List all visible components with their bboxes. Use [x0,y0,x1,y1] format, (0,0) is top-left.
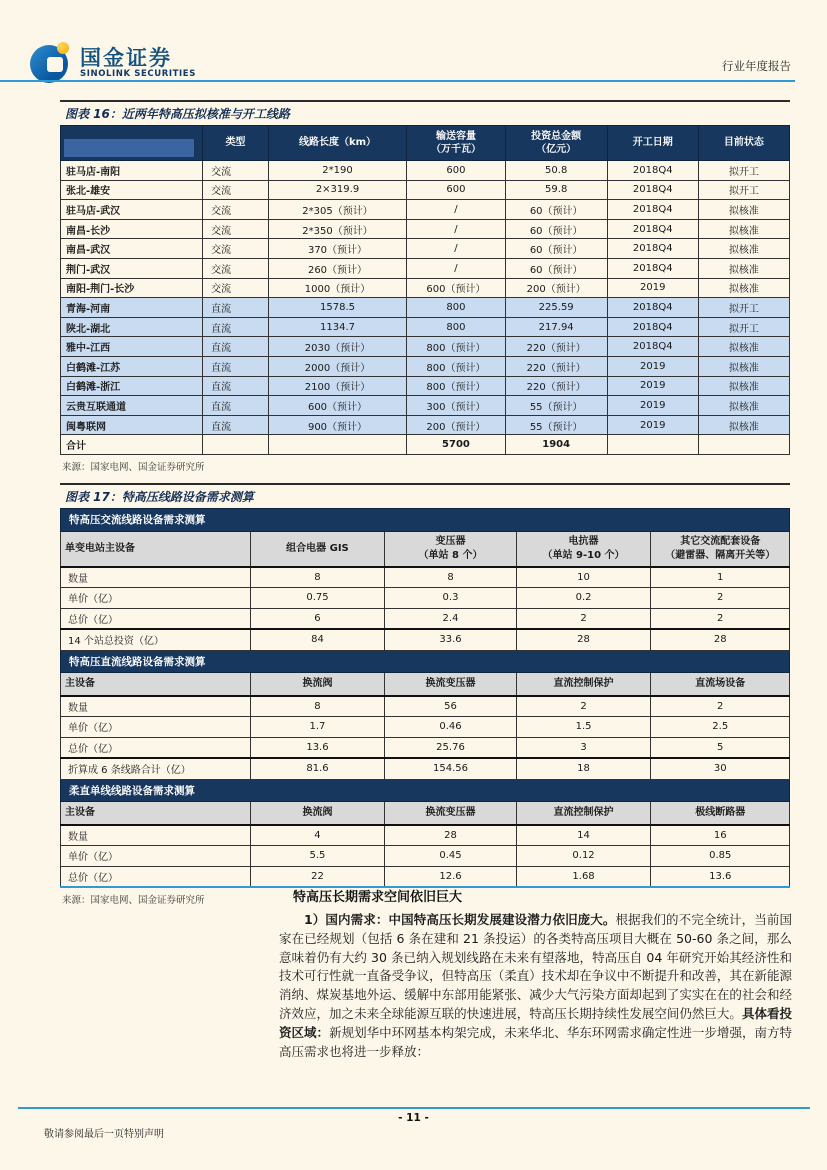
fig17-cell: 8 [385,567,516,588]
fig16-cell: 南昌-长沙 [61,219,203,239]
fig16-cell: 拟开工 [698,317,789,337]
fig16-cell: 2×319.9 [268,180,407,200]
fig17-col-header: 主设备 [61,802,251,825]
fig17-cell: 56 [385,696,516,717]
fig16-cell: 交流 [203,278,269,298]
fig16-cell: 2000（预计） [268,356,407,376]
fig16-cell: 交流 [203,200,269,220]
fig16-line-row [61,219,790,239]
fig17-cell: 0.2 [516,588,651,609]
fig16-line-row [61,396,790,416]
fig17-cell: 2.4 [385,608,516,629]
fig16-cell [203,435,269,455]
fig16-cell: 2018Q4 [607,161,698,181]
fig17-cell: 4 [250,825,385,846]
fig16-cell: 直流 [203,396,269,416]
fig17-row-label: 数量 [61,567,251,588]
fig16-cell [698,435,789,455]
fig17-section-bar-row [61,779,790,802]
body-paragraph [279,911,792,1061]
logo-orange-dot [57,42,69,54]
fig16-cell: 55（预计） [505,415,607,435]
fig16-cell: 驻马店-武汉 [61,200,203,220]
fig16-cell: 拟核准 [698,356,789,376]
fig17-row-label: 数量 [61,696,251,717]
fig16-cell: 220（预计） [505,376,607,396]
fig16-cell: 拟核准 [698,200,789,220]
fig17-cell: 154.56 [385,758,516,779]
fig16-cell: 217.94 [505,317,607,337]
fig17-cell: 1.68 [516,866,651,887]
fig16-col-header [61,126,203,161]
paragraph-bold-mid: 具体看投资区域： [279,1005,792,1040]
fig17-cell: 30 [651,758,790,779]
fig16-cell: 青海-河南 [61,298,203,318]
fig17-cell: 5.5 [250,846,385,867]
fig17-cell: 18 [516,758,651,779]
fig16-cell: 600 [407,161,505,181]
figure-16-title: 图表 16：近两年特高压拟核准与开工线路 [60,100,790,125]
fig17-col-header: 极线断路器 [651,802,790,825]
fig16-cell: 直流 [203,356,269,376]
fig16-line-row [61,356,790,376]
fig16-cell: 直流 [203,317,269,337]
logo-notch-shape [47,57,63,72]
paragraph-text-2: 新规划华中环网基本构架完成，未来华北、华东环网需求确定性进一步增强，南方特高压需求也将进一步释放： [279,1024,792,1059]
fig16-cell: 交流 [203,161,269,181]
brand-name-cn: 国金证券 [80,45,172,70]
fig17-cell: 0.46 [385,717,516,738]
fig17-cell: 1.5 [516,717,651,738]
fig17-cell: 28 [516,629,651,650]
fig16-cell: 5700 [407,435,505,455]
fig17-row-label: 14 个站总投资（亿） [61,629,251,650]
fig16-cell: 600（预计） [407,278,505,298]
fig16-cell: / [407,219,505,239]
fig16-cell: 合计 [61,435,203,455]
fig16-col-header: 输送容量 （万千瓦） [407,126,505,161]
fig16-cell: 2018Q4 [607,337,698,357]
fig17-cell: 0.3 [385,588,516,609]
fig16-col-header: 投资总金额 （亿元） [505,126,607,161]
fig17-cell: 0.45 [385,846,516,867]
fig17-col-header: 单变电站主设备 [61,531,251,567]
fig16-total-row [61,435,790,455]
fig17-header-row [61,802,790,825]
fig16-cell: 2019 [607,376,698,396]
fig17-cell: 5 [651,737,790,758]
fig16-cell: 200（预计） [505,278,607,298]
fig16-cell: 800 [407,298,505,318]
fig16-cell: 2*190 [268,161,407,181]
fig17-cell: 2.5 [651,717,790,738]
fig17-col-header: 换流变压器 [385,802,516,825]
fig16-cell: 南阳-荆门-长沙 [61,278,203,298]
fig17-row-label: 单价（亿） [61,846,251,867]
fig17-col-header: 直流控制保护 [516,673,651,696]
fig17-col-header: 换流阀 [250,802,385,825]
fig16-line-row [61,161,790,181]
fig16-cell: 1134.7 [268,317,407,337]
fig16-cell: 闽粤联网 [61,415,203,435]
fig17-data-row [61,866,790,887]
fig17-cell: 28 [385,825,516,846]
fig17-data-row [61,588,790,609]
fig16-cell: 2018Q4 [607,219,698,239]
fig16-cell: 2030（预计） [268,337,407,357]
fig16-cell: 2019 [607,415,698,435]
fig17-row-label: 折算成 6 条线路合计（亿） [61,758,251,779]
fig16-cell: 拟开工 [698,161,789,181]
fig16-cell: 驻马店-南阳 [61,161,203,181]
fig16-cell: 直流 [203,298,269,318]
fig17-row-label: 总价（亿） [61,608,251,629]
fig16-cell: 260（预计） [268,258,407,278]
fig17-cell: 2 [651,608,790,629]
fig16-cell: 370（预计） [268,239,407,259]
fig16-cell: 2019 [607,396,698,416]
fig17-cell: 81.6 [250,758,385,779]
fig16-cell: 雅中-江西 [61,337,203,357]
fig16-cell: / [407,239,505,259]
fig17-cell: 3 [516,737,651,758]
fig16-cell: 拟核准 [698,219,789,239]
fig16-line-row [61,298,790,318]
fig16-cell: 60（预计） [505,200,607,220]
fig17-header-row [61,673,790,696]
fig17-data-row [61,696,790,717]
fig16-cell: / [407,258,505,278]
fig16-cell: 拟核准 [698,239,789,259]
fig17-cell: 13.6 [651,866,790,887]
fig17-cell: 10 [516,567,651,588]
fig16-cell: 600（预计） [268,396,407,416]
fig16-col-header: 目前状态 [698,126,789,161]
fig16-cell: 220（预计） [505,356,607,376]
fig16-cell: 2018Q4 [607,180,698,200]
fig16-col-header: 类型 [203,126,269,161]
fig16-cell: 60（预计） [505,258,607,278]
fig17-section-title: 柔直单线线路设备需求测算 [61,779,790,802]
fig16-cell: 1904 [505,435,607,455]
fig16-cell: 交流 [203,258,269,278]
fig17-cell: 2 [651,696,790,717]
report-type-label: 行业年度报告 [722,59,791,73]
fig17-data-row [61,846,790,867]
fig17-cell: 1 [651,567,790,588]
fig17-col-header: 组合电器 GIS [250,531,385,567]
fig16-cell: 白鹤滩-浙江 [61,376,203,396]
fig16-cell: 225.59 [505,298,607,318]
fig16-cell: 800 [407,317,505,337]
fig16-cell: 600 [407,180,505,200]
fig17-cell: 2 [651,588,790,609]
fig17-cell: 2 [516,696,651,717]
brand-text [80,47,196,79]
figure-16-source: 来源：国家电网、国金证券研究所 [62,461,205,473]
fig17-cell: 25.76 [385,737,516,758]
fig16-cell: 陕北-湖北 [61,317,203,337]
fig17-header-row [61,531,790,567]
fig16-cell: 800（预计） [407,376,505,396]
fig17-col-header: 变压器 （单站 8 个） [385,531,516,567]
fig16-cell: 交流 [203,180,269,200]
figure-17-title: 图表 17：特高压线路设备需求测算 [60,483,790,508]
fig17-cell: 12.6 [385,866,516,887]
fig16-cell: 交流 [203,239,269,259]
brand-name-en: SINOLINK SECURITIES [80,69,196,80]
fig16-cell: 张北-雄安 [61,180,203,200]
fig16-cell: 直流 [203,337,269,357]
fig16-line-row [61,317,790,337]
fig16-cell: 300（预计） [407,396,505,416]
header-rule [0,80,795,82]
fig16-cell: 59.8 [505,180,607,200]
fig16-col-header: 线路长度（km） [268,126,407,161]
fig17-data-row [61,608,790,629]
fig16-cell: 50.8 [505,161,607,181]
fig16-cell: 2018Q4 [607,200,698,220]
figure-17-section [60,483,790,906]
fig16-cell: 200（预计） [407,415,505,435]
fig16-cell: 1000（预计） [268,278,407,298]
fig17-col-header: 换流阀 [250,673,385,696]
fig17-cell: 28 [651,629,790,650]
fig16-line-row [61,376,790,396]
fig16-cell: 60（预计） [505,239,607,259]
fig16-cell: 2018Q4 [607,239,698,259]
fig17-cell: 6 [250,608,385,629]
fig17-cell: 84 [250,629,385,650]
fig16-cell [607,435,698,455]
fig16-cell: 拟核准 [698,396,789,416]
fig16-cell: 拟核准 [698,258,789,278]
fig16-cell: 220（预计） [505,337,607,357]
fig17-cell: 8 [250,696,385,717]
fig16-cell: / [407,200,505,220]
fig16-cell: 2100（预计） [268,376,407,396]
fig16-line-row [61,239,790,259]
fig16-cell: 2*305（预计） [268,200,407,220]
sinolink-logo [30,42,196,84]
fig16-col-header: 开工日期 [607,126,698,161]
fig16-cell [268,435,407,455]
sinolink-logo-icon [30,42,72,84]
fig17-row-label: 单价（亿） [61,588,251,609]
fig16-cell: 2*350（预计） [268,219,407,239]
fig16-line-row [61,337,790,357]
fig16-cell: 拟核准 [698,278,789,298]
fig17-col-header: 直流控制保护 [516,802,651,825]
fig17-cell: 0.12 [516,846,651,867]
fig16-cell: 拟开工 [698,180,789,200]
fig16-cell: 交流 [203,219,269,239]
body-text-section [279,886,792,1061]
fig16-line-row [61,258,790,278]
fig17-data-row [61,717,790,738]
fig17-data-row [61,737,790,758]
fig16-cell: 白鹤滩-江苏 [61,356,203,376]
fig17-row-label: 总价（亿） [61,737,251,758]
fig16-line-row [61,200,790,220]
fig17-col-header: 其它交流配套设备 （避雷器、隔离开关等） [651,531,790,567]
fig17-row-label: 数量 [61,825,251,846]
fig16-cell: 云贵互联通道 [61,396,203,416]
fig16-cell: 拟核准 [698,337,789,357]
uhv-lines-table [60,125,790,455]
fig16-cell: 拟核准 [698,415,789,435]
fig17-cell: 22 [250,866,385,887]
header-corner-decoration [64,139,194,157]
fig17-cell: 16 [651,825,790,846]
paragraph-text-1: 根据我们的不完全统计，当前国家在已经规划（包括 6 条在建和 21 条投运）的各类特高压项目大概在 50-60 条之间，那么意味着仍有大约 30 条已纳入规划线路在未来有望落地，特高压自 04 年研究开始其经济性和技术可行性就一直备受争议，但特高压（柔直）技术却在争议中不断提升和改善，其在新能源消纳、煤炭基地外运、缓解中东部用能紧张、减少大气污染方面却起到了实实在在的社会和经济效应，加之未来全球能源互联的快速进展，特高压长期持续性发展空间仍然巨大。 [279,912,792,1021]
fig17-row-label: 单价（亿） [61,717,251,738]
fig17-data-row [61,758,790,779]
fig16-cell: 55（预计） [505,396,607,416]
fig16-cell: 荆门-武汉 [61,258,203,278]
fig16-cell: 南昌-武汉 [61,239,203,259]
footer-rule [18,1107,810,1109]
fig16-cell: 2019 [607,356,698,376]
fig16-cell: 直流 [203,376,269,396]
fig16-cell: 2019 [607,278,698,298]
fig17-col-header: 直流场设备 [651,673,790,696]
fig17-col-header: 换流变压器 [385,673,516,696]
fig16-cell: 800（预计） [407,337,505,357]
fig17-section-bar-row [61,650,790,673]
fig17-data-row [61,825,790,846]
fig16-cell: 拟开工 [698,298,789,318]
fig17-cell: 33.6 [385,629,516,650]
fig17-cell: 0.75 [250,588,385,609]
fig17-cell: 13.6 [250,737,385,758]
section-heading: 特高压长期需求空间依旧巨大 [293,890,463,905]
fig16-cell: 2018Q4 [607,317,698,337]
fig17-cell: 1.7 [250,717,385,738]
fig16-cell: 1578.5 [268,298,407,318]
fig16-cell: 60（预计） [505,219,607,239]
fig17-cell: 0.85 [651,846,790,867]
fig16-cell: 直流 [203,415,269,435]
fig17-data-row [61,567,790,588]
fig17-row-label: 总价（亿） [61,866,251,887]
fig16-cell: 2018Q4 [607,258,698,278]
fig16-cell: 900（预计） [268,415,407,435]
fig16-line-row [61,415,790,435]
footer-disclaimer: 敬请参阅最后一页特别声明 [44,1129,164,1140]
fig16-cell: 800（预计） [407,356,505,376]
fig16-line-row [61,180,790,200]
fig17-section-bar-row [61,509,790,532]
fig17-col-header: 电抗器 （单站 9-10 个） [516,531,651,567]
fig17-col-header: 主设备 [61,673,251,696]
fig17-cell: 14 [516,825,651,846]
fig16-cell: 2018Q4 [607,298,698,318]
fig17-cell: 2 [516,608,651,629]
figure-16-section [60,100,790,473]
fig16-cell: 拟核准 [698,376,789,396]
fig17-section-title: 特高压交流线路设备需求测算 [61,509,790,532]
equipment-demand-table [60,508,790,888]
fig16-header-row [61,126,790,161]
fig17-cell: 8 [250,567,385,588]
fig17-data-row [61,629,790,650]
figure-17-source: 来源：国家电网、国金证券研究所 [62,895,205,906]
paragraph-bold-lead: 1）国内需求：中国特高压长期发展建设潜力依旧庞大。 [304,912,616,927]
page-number: - 11 - [398,1112,429,1124]
fig17-section-title: 特高压直流线路设备需求测算 [61,650,790,673]
fig16-line-row [61,278,790,298]
